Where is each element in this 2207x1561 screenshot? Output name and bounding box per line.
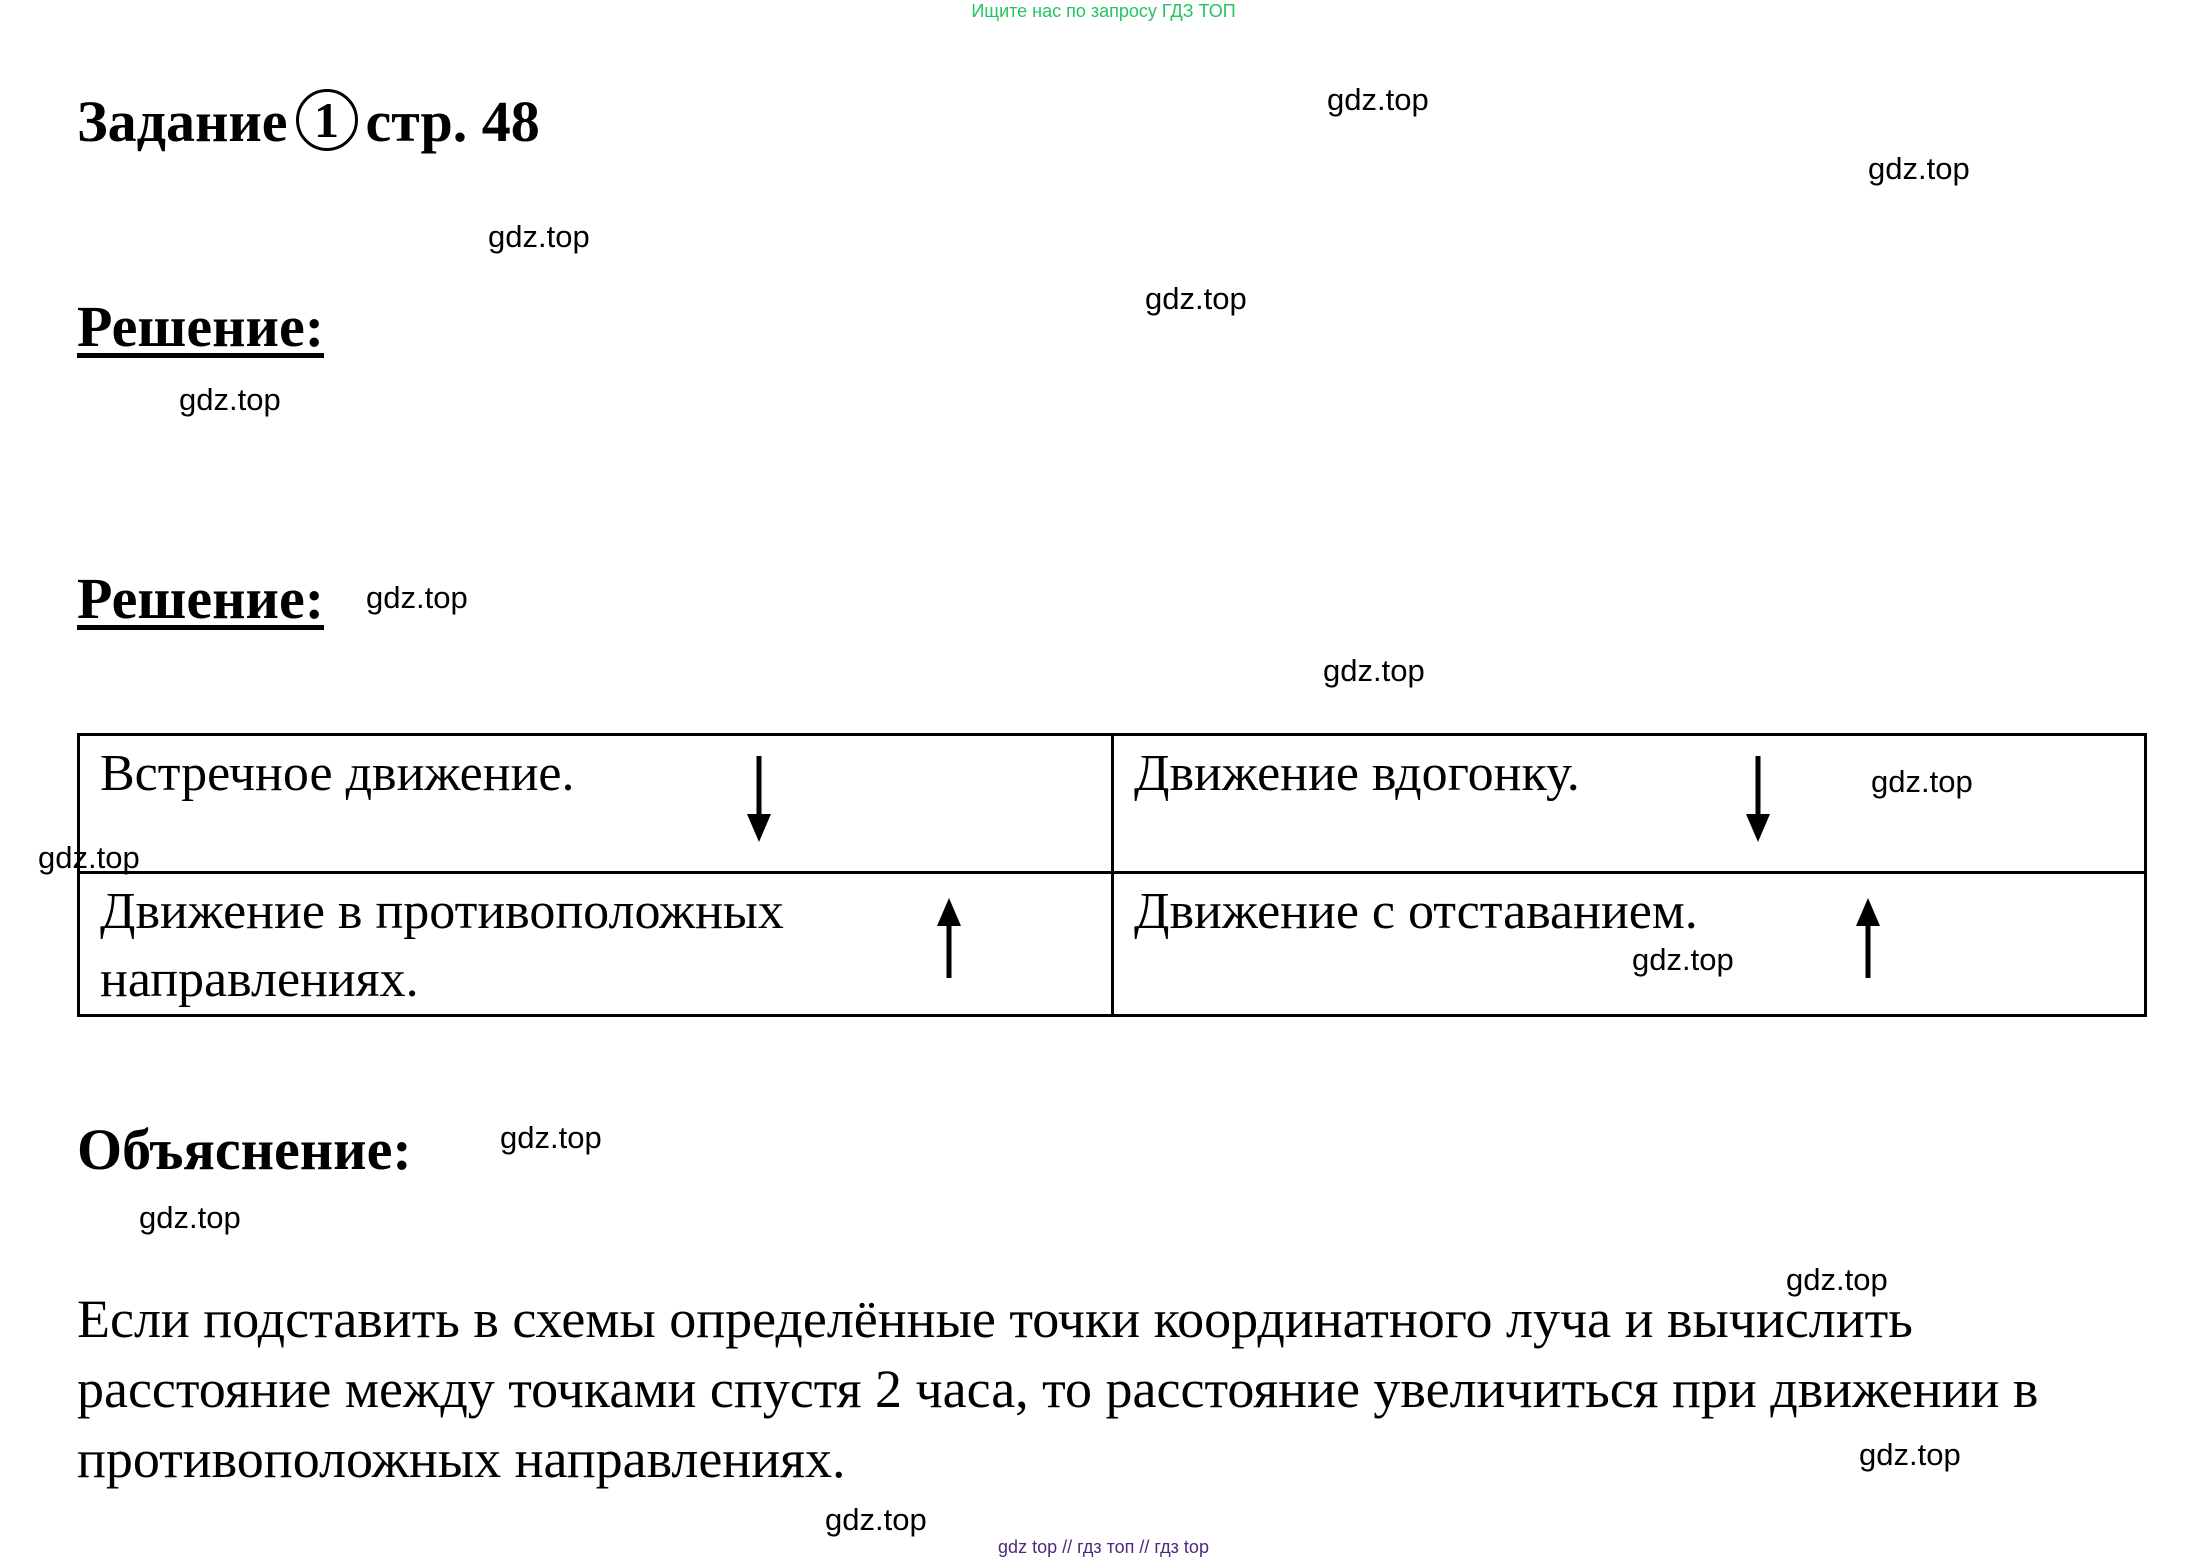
arrow-down-icon: [1743, 756, 1773, 846]
explanation-text: Если подставить в схемы определённые точки координатного луча и вычислить расстояние между точками спустя 2 часа, то расстояние увеличиться при движении в противоположных направлениях.: [77, 1289, 2039, 1489]
task-number-circle: 1: [296, 89, 358, 151]
movement-types-table: [77, 733, 2147, 1017]
watermark: gdz.top: [1145, 281, 1247, 316]
watermark: gdz.top: [38, 840, 140, 875]
cell-text: Движение в противоположных направлениях.: [100, 883, 784, 1008]
task-title: [77, 89, 540, 155]
watermark: gdz.top: [1327, 82, 1429, 117]
watermark: gdz.top: [179, 382, 281, 417]
watermark: gdz.top: [1868, 151, 1970, 186]
table-cell: [1113, 873, 2146, 1016]
watermark: gdz.top: [825, 1502, 927, 1537]
task-title-suffix: стр. 48: [365, 89, 540, 154]
solution-heading-2: Решение:: [77, 566, 325, 631]
table-cell: [79, 873, 1113, 1016]
table-row: [79, 735, 2146, 873]
watermark: gdz.top: [1632, 942, 1734, 977]
table-cell: [79, 735, 1113, 873]
cell-text: Движение с отставанием.: [1134, 883, 1698, 940]
watermark: gdz.top: [366, 580, 468, 615]
arrow-down-icon: [744, 756, 774, 846]
arrow-up-icon: [934, 898, 964, 980]
watermark: gdz.top: [1859, 1437, 1961, 1472]
explanation-heading: Объяснение:: [77, 1117, 412, 1182]
watermark: gdz.top: [1786, 1262, 1888, 1297]
watermark: gdz.top: [1323, 653, 1425, 688]
table-row: [79, 873, 2146, 1016]
watermark: gdz.top: [139, 1200, 241, 1235]
watermark: gdz.top: [488, 219, 590, 254]
task-title-prefix: Задание: [77, 89, 288, 154]
table-cell: [1113, 735, 2146, 873]
top-banner: Ищите нас по запросу ГДЗ ТОП: [971, 1, 1236, 21]
watermark: gdz.top: [500, 1120, 602, 1155]
solution-heading-1: Решение:: [77, 294, 325, 359]
cell-text: Встречное движение.: [100, 745, 575, 802]
arrow-up-icon: [1853, 898, 1883, 980]
footer-links: gdz top // гдз топ // гдз top: [998, 1537, 1209, 1557]
cell-text: Движение вдогонку.: [1134, 745, 1580, 802]
watermark: gdz.top: [1871, 764, 1973, 799]
